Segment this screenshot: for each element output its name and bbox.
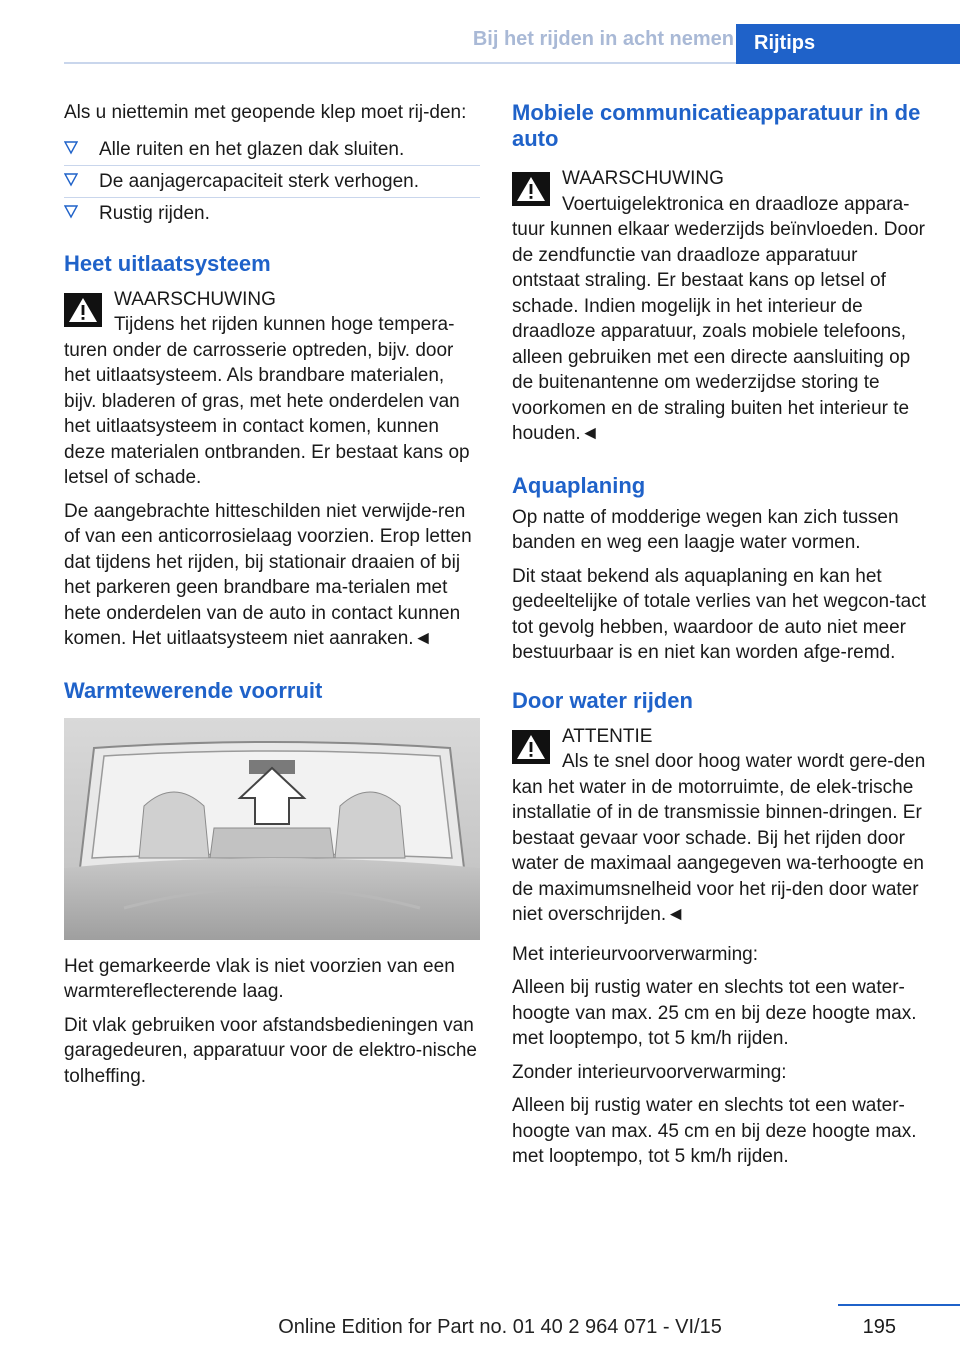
with-heating-text: Alleen bij rustig water en slechts tot een water-hoogte van max. 25 cm en bij deze hoogte max. met looptempo, tot 5 km/h rijden. [512,977,917,1049]
heading-exhaust: Heet uitlaatsysteem [64,250,271,276]
without-heating-label: Zonder interieurvoorverwarming: [512,1061,787,1083]
warning-title: WAARSCHUWING [114,288,276,310]
list-item-text: Alle ruiten en het glazen dak sluiten. [99,138,405,160]
header-section-title: Bij het rijden in acht nemen [472,28,734,50]
windshield-paragraph-2: Dit vlak gebruiken voor afstandsbedieningen van garagedeuren, apparatuur voor de elektro-nische tolheffing. [64,1014,477,1087]
triangle-bullet-icon [64,205,78,222]
warning-text: Tijdens het rijden kunnen hoge tempera-turen onder de carrosserie optreden, bijv. door het uitlaatsysteem. Als brandbare materialen, bijv. bladeren of gras, met hete onderdelen van het uitlaatsysteem in contact komen, kunnen deze materialen ontbranden. Er bestaat kans op letsel of schade. [64,314,470,488]
bullet-list [64,134,480,229]
list-item [64,166,480,198]
page-number: 195 [862,1316,896,1338]
windshield-photo [64,718,480,940]
footer-edition: Online Edition for Part no. 01 40 2 964 071 - VI/15 [278,1316,722,1338]
exhaust-paragraph: De aangebrachte hitteschilden niet verwijde-ren of van een anticorrosielaag voorzien. Erop letten dat tijdens het rijden, bij stationair draaien of bij het parkeren geen brandbare ma-terialen met hete onderdelen van de auto in contact kunnen komen. Het uitlaatsysteem niet aanraken.◄ [64,500,472,649]
without-heating-text: Alleen bij rustig water en slechts tot een water-hoogte van max. 45 cm en bij deze hoogte max. met looptempo, tot 5 km/h rijden. [512,1095,917,1167]
with-heating-label: Met interieurvoorverwarming: [512,943,759,965]
triangle-bullet-icon [64,141,78,158]
attention-block-water [512,724,928,928]
list-item [64,134,480,166]
heading-water: Door water rijden [512,687,693,713]
heading-aquaplaning: Aquaplaning [512,472,646,498]
intro-text: Als u niettemin met geopende klep moet rij-den: [64,102,467,123]
heading-windshield: Warmtewerende voorruit [64,677,323,703]
warning-triangle-icon [64,293,102,327]
header-chapter-tab: Rijtips [736,24,960,64]
warning-block-mobile [512,166,928,447]
heading-mobile: Mobiele communicatieapparatuur in de auto [512,100,921,151]
footer-rule [838,1304,960,1306]
warning-block-exhaust [64,287,480,491]
warning-text: Voertuigelektronica en draadloze appara-tuur kunnen elkaar wederzijds beïnvloeden. Door de zendfunctie van draadloze apparatuur ontstaat straling. Er bestaat kans op letsel of schade. Indien mogelijk in het interieur de draadloze apparatuur, zoals mobiele telefoons, alleen gebruiken met een directe aansluiting op de buitenantenne om wederzijdse storing te voorkomen en de straling buiten het interieur te houden.◄ [512,193,925,444]
triangle-bullet-icon [64,173,78,190]
list-item-text: De aanjagercapaciteit sterk verhogen. [99,170,420,192]
attention-text: Als te snel door hoog water wordt gere-den kan het water in de motorruimte, de elek-trische installatie of in de transmissie binnen-dringen. Er bestaat gevaar voor schade. Bij het rijden door water de maximaal aangegeven wa-terhoogte en de maximumsnelheid voor het rij-den door water niet overschrijden.◄ [512,751,926,925]
right-column [512,100,928,1178]
warning-title: WAARSCHUWING [562,168,724,189]
list-item [64,198,480,229]
aquaplaning-paragraph-1: Op natte of modderige wegen kan zich tussen banden en weg een laagje water vormen. [512,506,899,553]
windshield-paragraph-1: Het gemarkeerde vlak is niet voorzien van een warmtereflecterende laag. [64,955,455,1002]
aquaplaning-paragraph-2: Dit staat bekend als aquaplaning en kan het gedeeltelijke of totale verlies van het wegcon-tact tot gevolg hebben, waardoor de auto niet meer bestuurbaar is en niet kan worden afge-remd. [512,565,927,663]
warning-triangle-icon [512,730,550,764]
warning-triangle-icon [512,172,550,206]
attention-title: ATTENTIE [562,725,653,747]
left-column [64,100,480,1097]
list-item-text: Rustig rijden. [99,202,210,224]
